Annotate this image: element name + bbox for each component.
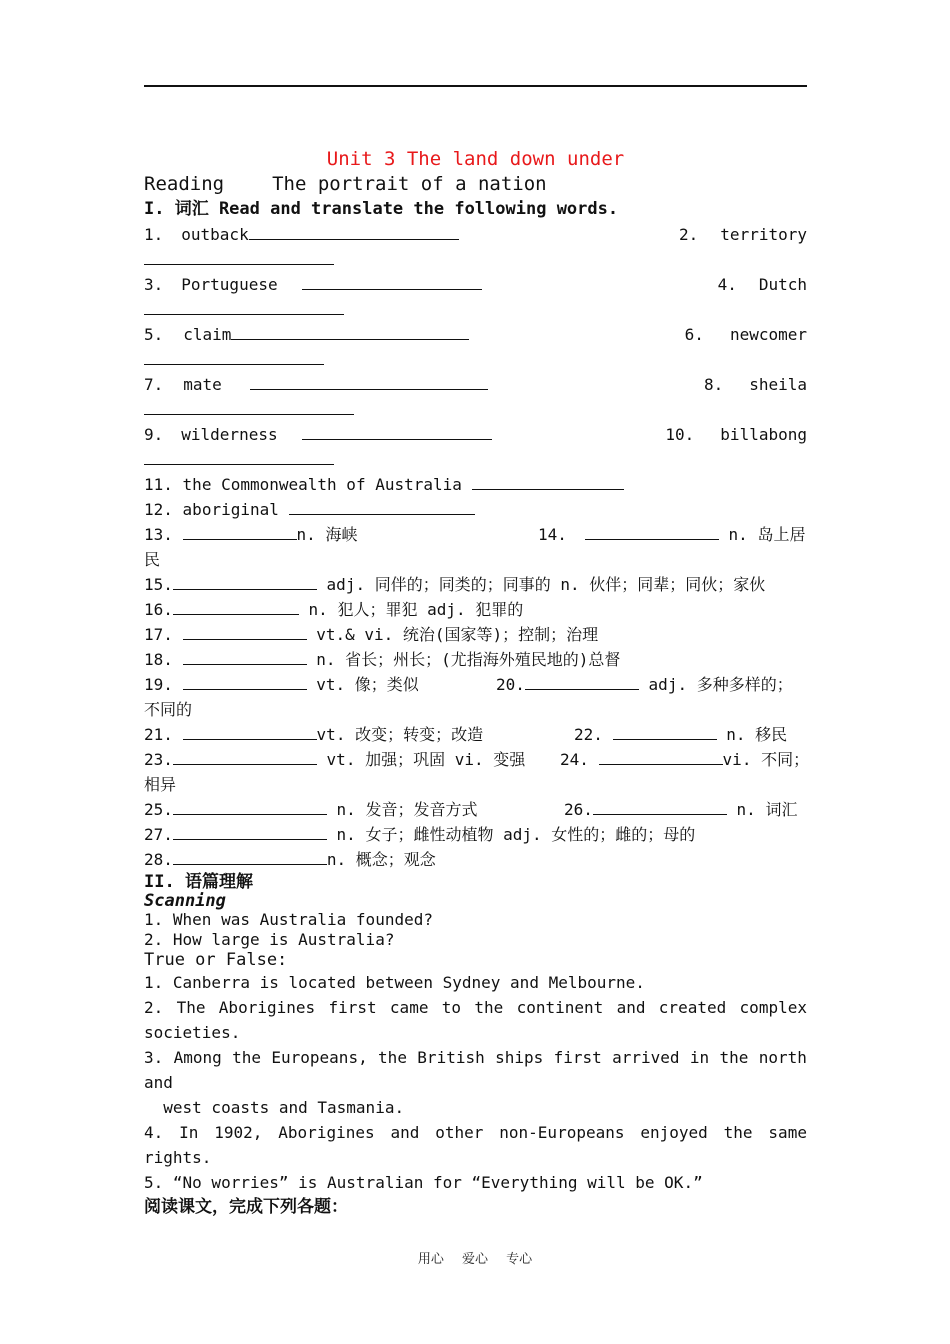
header-rule [144,85,807,87]
word: first [328,998,377,1017]
page-footer [0,1248,950,1267]
true-false-label: True or False: [144,950,288,970]
word: Europeans, [271,1048,368,1067]
word: complex [739,998,807,1017]
word: and [616,998,646,1017]
true-false-item [144,1045,807,1070]
word: Aborigines [278,1123,375,1142]
definition-row: 16. n. 犯人；罪犯 adj. 犯罪的 [144,600,524,619]
vocab-row: 5. claim 6. newcomer [144,325,807,344]
footer-text: 专心 [506,1252,533,1267]
word: the [378,1048,407,1067]
vocab-blank-row [144,247,807,272]
true-false-item: 1. Canberra is located between Sydney and Melbourne. [144,973,645,992]
word: continent [516,998,604,1017]
scanning-label: Scanning [144,891,226,911]
footer-text: 用心 [417,1252,444,1267]
word: The [176,998,206,1017]
word: ships [495,1048,544,1067]
definition-row: 不同的 [144,700,193,719]
definition-row: 18. n. 省长；州长；(尤指海外殖民地的)总督 [144,650,621,669]
scanning-question: 2. How large is Australia? [144,930,395,949]
vocab-row: 12. aboriginal [144,497,807,522]
word: created [658,998,727,1017]
definition-row: 27. n. 女子；雌性动植物 adj. 女性的；雌的；母的 [144,825,696,844]
definition-row: 19. vt. 像；类似 20. adj. 多种多样的； [144,675,793,694]
worksheet-body [144,172,810,1220]
word: the [719,1048,749,1067]
definition-row: 28. n. 概念；观念 [144,850,436,869]
true-false-item: west coasts and Tasmania. [144,1098,405,1117]
definition-row: 15. adj. 同伴的；同类的；同事的 n. 伙伴；同辈；同伙；家伙 [144,575,766,594]
page-title: Unit 3 The land down under [326,148,625,170]
word: to [441,998,462,1017]
word: non-Europeans [499,1123,625,1142]
word: 4. [144,1123,164,1142]
word: north [758,1048,807,1067]
reading-instruction: 阅读课文，完成下列各题： [144,1197,348,1217]
definition-row: 17. vt.& vi. 统治(国家等)；控制；治理 [144,625,599,644]
definition-row: 25. n. 发音；发音方式 26. n. 词汇 [144,800,798,819]
definition-row: 13. n. 海峡 14. n. 岛上居 [144,525,806,544]
definition-row: 相异 [144,775,177,794]
true-false-item [144,995,807,1020]
true-false-item [144,1120,807,1145]
word: and [390,1123,420,1142]
word: arrived [612,1048,680,1067]
scanning-question: 1. When was Australia founded? [144,910,433,929]
word: same [768,1123,807,1142]
word: In [179,1123,199,1142]
vocab-blank-row [144,347,807,372]
vocab-blank-row [144,297,807,322]
word: Among [173,1048,222,1067]
vocab-row: 9. wilderness 10. billabong [144,425,807,444]
word: British [417,1048,485,1067]
word: the [474,998,504,1017]
vocab-row: 1. outback 2. territory [144,225,807,244]
reading-label: Reading [144,173,225,195]
word: 3. [144,1048,164,1067]
vocab-row: 11. the Commonwealth of Australia [144,472,807,497]
word: first [553,1048,602,1067]
reading-subtitle: The portrait of a nation [272,173,547,195]
word: Aborigines [218,998,316,1017]
word: 1902, [214,1123,263,1142]
definition-row: 23. vt. 加强；巩固 vi. 变强 24. vi. 不同； [144,750,810,769]
section1-heading: I. 词汇 Read and translate the following words. [144,199,619,219]
true-false-item: societies. [144,1023,241,1042]
footer-text: 爱心 [461,1252,488,1267]
vocab-row: 7. mate 8. sheila [144,375,807,394]
word: 2. [144,998,164,1017]
vocab-blank-row [144,397,807,422]
vocab-blank-row [144,447,807,472]
word: came [389,998,429,1017]
word: other [435,1123,484,1142]
true-false-item: 5. “No worries” is Australian for “Everything will be OK.” [144,1173,703,1192]
word: the [723,1123,753,1142]
definition-row: 民 [144,550,161,569]
word: in [689,1048,710,1067]
word: the [232,1048,262,1067]
definition-row: 21. vt. 改变；转变；改造 22. n. 移民 [144,725,788,744]
word: enjoyed [640,1123,708,1142]
section2-heading: II. 语篇理解 [144,872,253,892]
true-false-item: and [144,1073,173,1092]
reading-heading [144,172,807,197]
true-false-item: rights. [144,1148,212,1167]
vocab-row: 3. Portuguese 4. Dutch [144,275,807,294]
